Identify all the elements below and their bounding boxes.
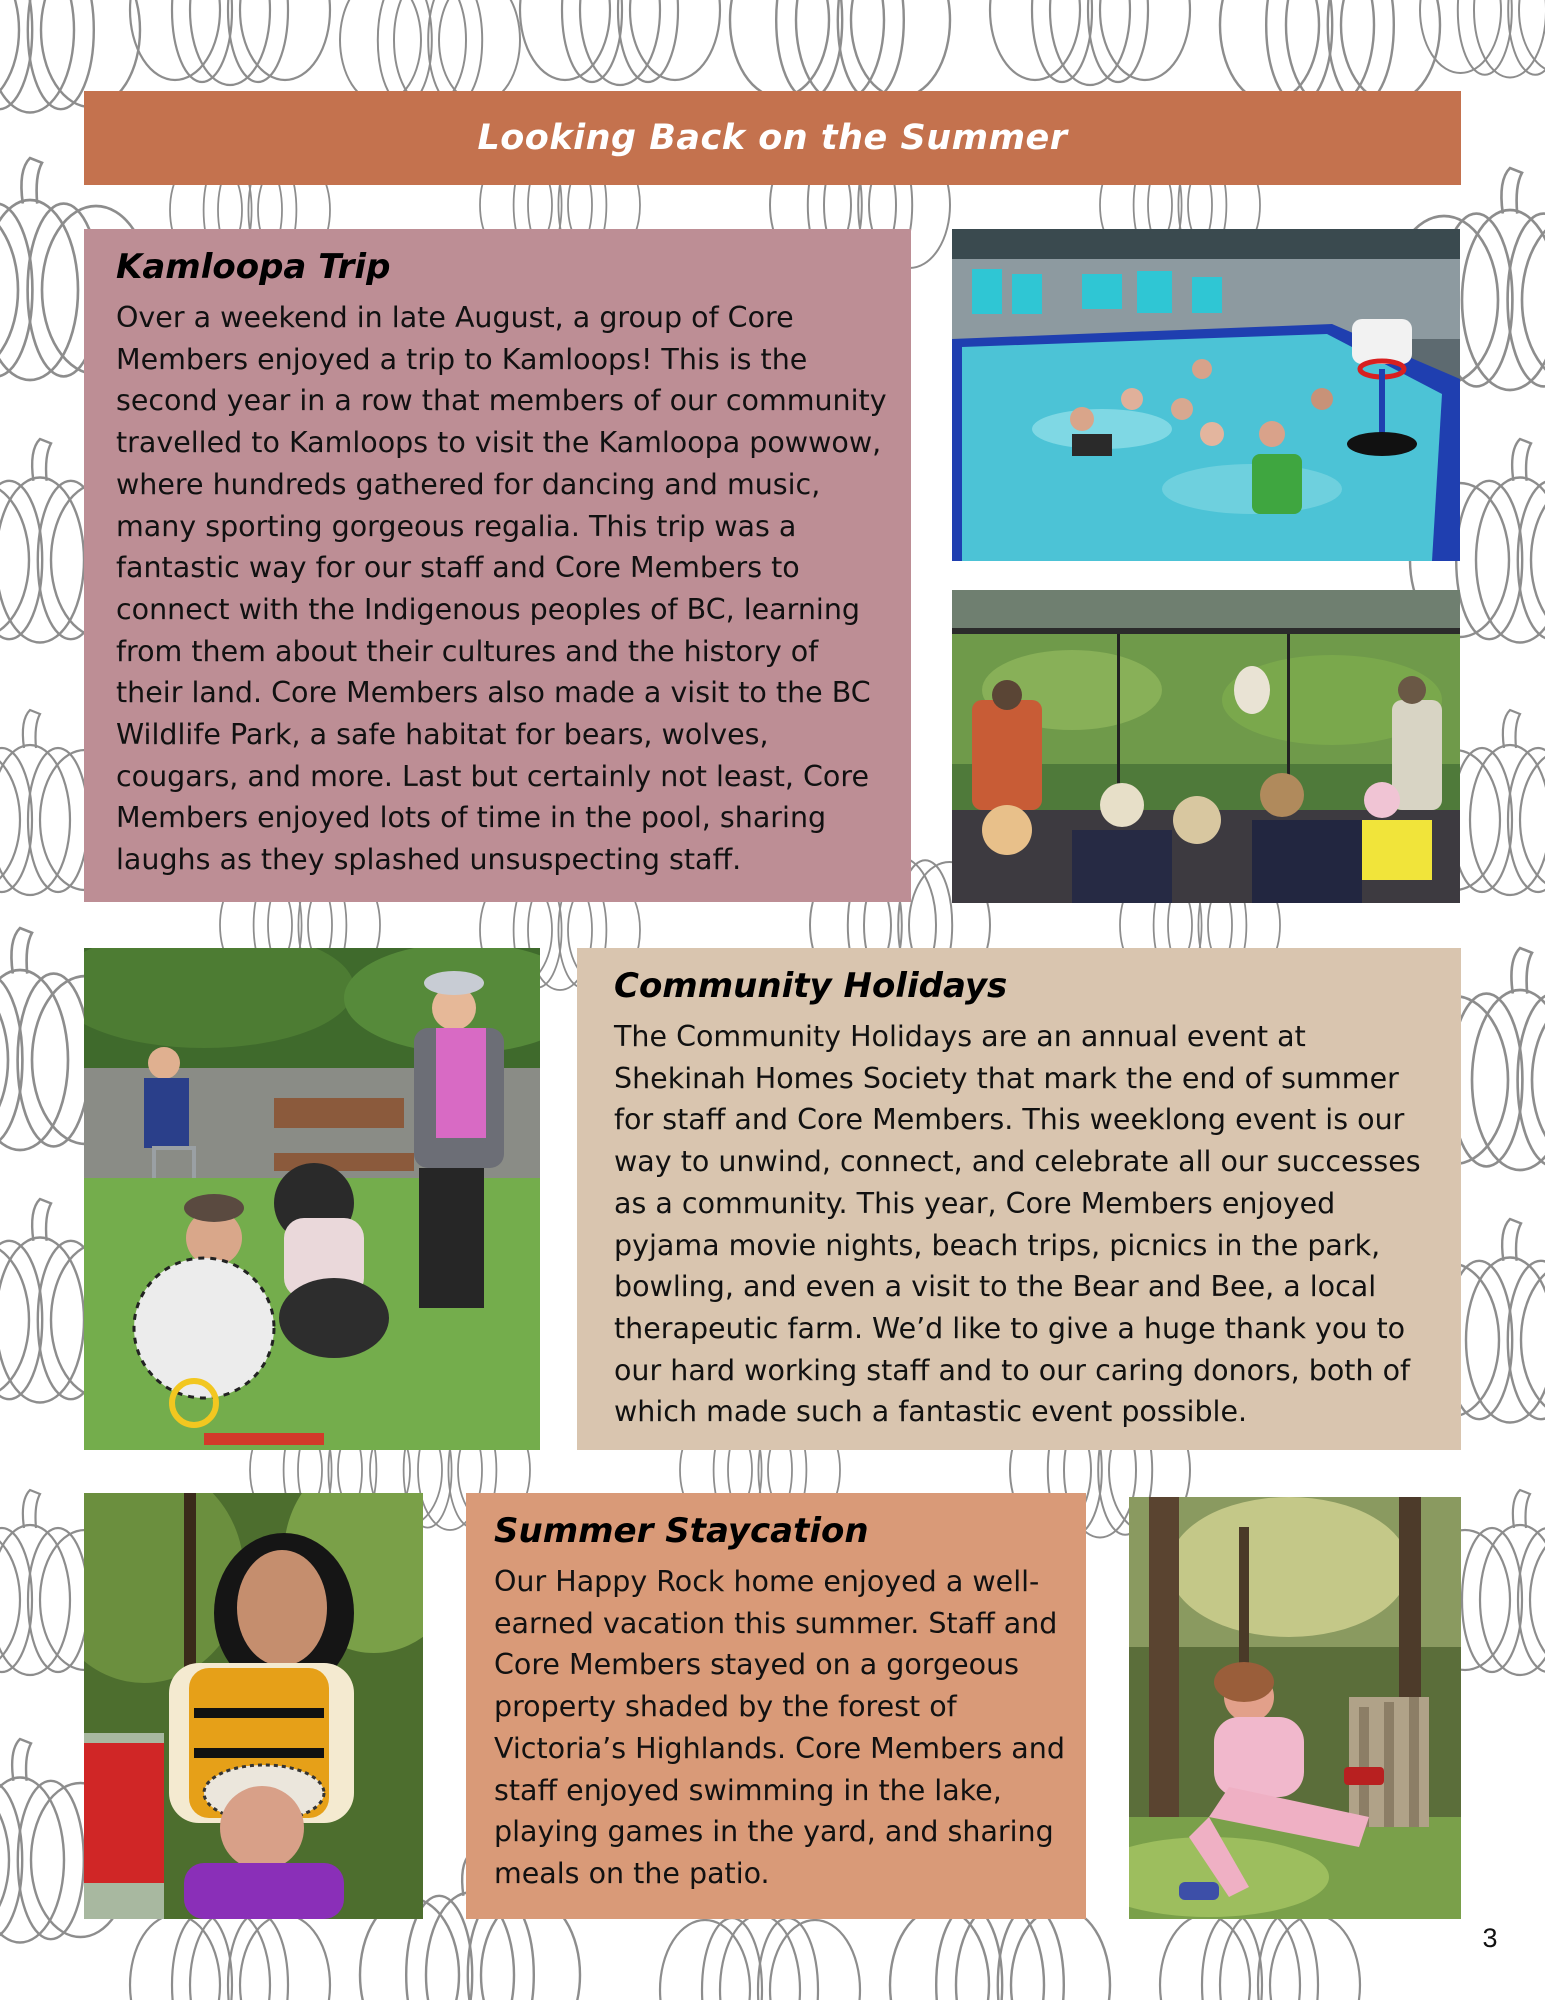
pool-photo <box>952 229 1460 561</box>
forest-chair-photo <box>1129 1497 1461 1919</box>
kamloopa-trip-heading: Kamloopa Trip <box>116 247 391 287</box>
community-holidays-body: The Community Holidays are an annual event at Shekinah Homes Society that mark the end of summer for staff and Core Members. This weeklong event is our way to unwind, connect, and celebrate all our successes as a community. This year, Core Members enjoyed pyjama movie nights, beach trips, picnics in the park, bowling, and even a visit to the Bear and Bee, a local therapeutic farm. We’d like to give a huge thank you to our hard working staff and to our caring donors, both of which made such a fantastic event possible. <box>614 1020 1421 1429</box>
pumpkin-outline-icon <box>130 0 330 85</box>
summer-staycation-body: Our Happy Rock home enjoyed a well-earned vacation this summer. Staff and Core Members stayed on a gorgeous property shaded by the forest of Victoria’s Highlands. Core Members and staff enjoyed swimming in the lake, playing games in the yard, and sharing meals on the patio. <box>494 1565 1065 1890</box>
summer-staycation-heading: Summer Staycation <box>494 1511 869 1551</box>
kamloopa-trip-body: Over a weekend in late August, a group of Core Members enjoyed a trip to Kamloops! This is the second year in a row that members of our community travelled to Kamloops to visit the Kamloopa powwow, where hundreds gathered for dancing and music, many sporting gorgeous regalia. This trip was a fantastic way for our staff and Core Members to connect with the Indigenous peoples of BC, learning from them about their cultures and the history of their land. Core Members also made a visit to the BC Wildlife Park, a safe habitat for bears, wolves, cougars, and more. Last but certainly not least, Core Members enjoyed lots of time in the pool, sharing laughs as they splashed unsuspecting staff. <box>116 301 887 877</box>
kamloopa-trip-panel <box>84 229 911 902</box>
pumpkin-outline-icon <box>730 0 950 103</box>
wildlife-park-photo <box>952 590 1460 903</box>
community-holidays-heading: Community Holidays <box>614 966 1008 1006</box>
page-title: Looking Back on the Summer <box>477 118 1068 158</box>
pumpkin-outline-icon <box>990 0 1190 85</box>
summer-staycation-panel <box>466 1493 1086 1919</box>
picnic-photo <box>84 948 540 1450</box>
header-band <box>84 91 1461 185</box>
page-number: 3 <box>1482 1923 1498 1953</box>
community-holidays-panel <box>577 948 1461 1450</box>
lifejacket-photo <box>84 1493 423 1919</box>
pumpkin-outline-icon <box>520 0 720 85</box>
